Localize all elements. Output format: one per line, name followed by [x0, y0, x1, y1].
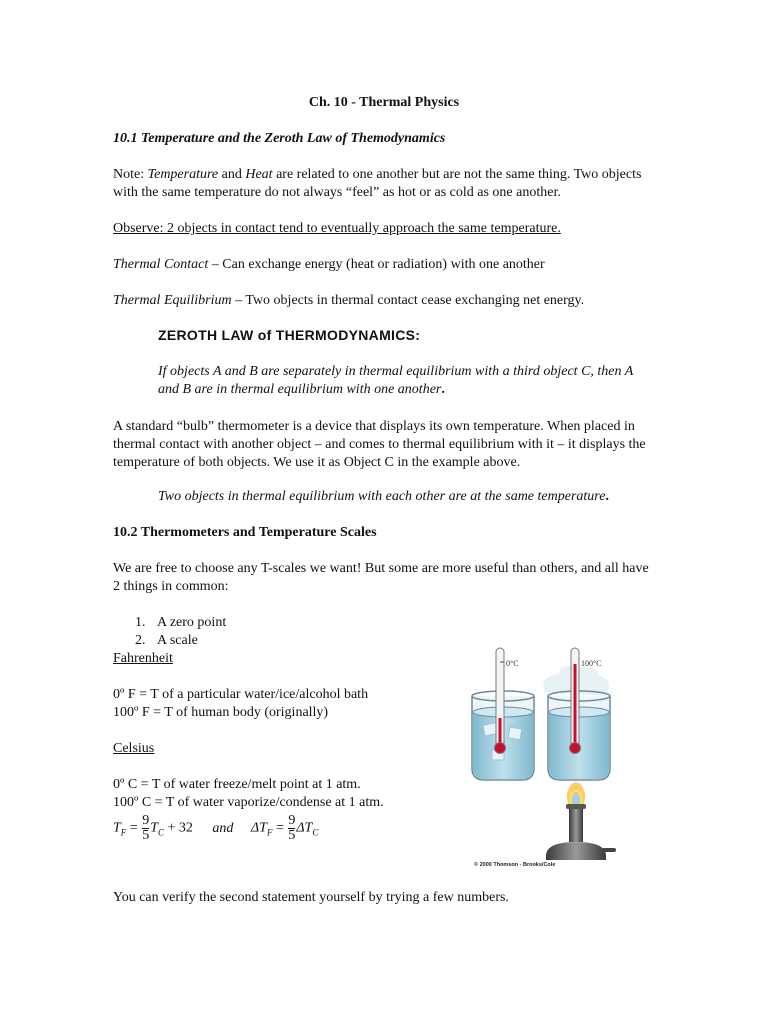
- observe-line: Observe: 2 objects in contact tend to eventually approach the same temperature.: [113, 221, 561, 236]
- note-prefix: Note:: [113, 167, 148, 182]
- note-term-heat: Heat: [245, 167, 273, 182]
- thermal-equilibrium-def: [113, 292, 653, 310]
- celsius-line-1: 0º C = T of water freeze/melt point at 1 atm.: [113, 777, 361, 792]
- fahrenheit-line-2: 100º F = T of human body (originally): [113, 705, 329, 720]
- fraction-9-5: $\frac{9}{5}$: [142, 813, 150, 843]
- right-thermometer-label: 100°C: [581, 659, 602, 668]
- verify-sentence: You can verify the second statement yourself by trying a few numbers.: [113, 890, 509, 905]
- t-scales-intro: We are free to choose any T-scales we want! But some are more useful than others, and all have 2 things in common:: [113, 561, 649, 594]
- note-and: and: [218, 167, 246, 182]
- celsius-heading: Celsius: [113, 741, 155, 756]
- note-term-temperature: Temperature: [147, 167, 219, 182]
- note-rest: are related to one another but are not the same thing. Two objects with the same temperature do not always “feel” as hot or as cold as one another.: [113, 167, 642, 200]
- zeroth-law-statement: [158, 363, 638, 399]
- page-title: Ch. 10 - Thermal Physics: [308, 95, 460, 110]
- list-item: 2. A scale: [135, 633, 198, 648]
- left-thermometer-icon: [495, 648, 506, 754]
- section-heading-10-1: 10.1 Temperature and the Zeroth Law of Themodynamics: [113, 131, 446, 146]
- bulb-thermometer-paragraph: A standard “bulb” thermometer is a device that displays its own temperature. When placed in thermal contact with another object – and comes to thermal equilibrium with it – it displays the temperature of both objects. We use it as Object C in the example above.: [113, 419, 646, 470]
- thermal-contact-term: Thermal Contact: [113, 257, 209, 272]
- zeroth-law-text: If objects A and B are separately in thermal equilibrium with a third object C, then A and B are in thermal equilibrium with one another: [158, 364, 634, 397]
- fahrenheit-line-1: 0º F = T of a particular water/ice/alcohol bath: [113, 687, 369, 702]
- figure-credit: © 2000 Thomson - Brooks/Cole: [474, 862, 556, 868]
- right-thermometer-icon: [570, 648, 581, 754]
- fahrenheit-heading: Fahrenheit: [113, 651, 173, 666]
- thermal-equilibrium-text: – Two objects in thermal contact cease exchanging net energy.: [231, 293, 585, 308]
- thermal-contact-text: – Can exchange energy (heat or radiation) with one another: [208, 257, 545, 272]
- bunsen-burner-icon: [546, 782, 616, 860]
- thermal-equilibrium-term: Thermal Equilibrium: [113, 293, 232, 308]
- zeroth-law-period: .: [441, 382, 445, 397]
- equilibrium-statement-text: Two objects in thermal equilibrium with each other are at the same temperature: [158, 489, 606, 504]
- thermal-contact-def: [113, 256, 653, 274]
- thermometer-beakers-figure: [466, 640, 622, 872]
- fraction-9-5: $\frac{9}{5}$: [288, 813, 296, 843]
- equilibrium-statement-period: .: [605, 489, 609, 504]
- left-thermometer-label: 0°C: [506, 659, 519, 668]
- list-item: 1. A zero point: [135, 615, 227, 630]
- zeroth-law-title: ZEROTH LAW of THERMODYNAMICS:: [158, 327, 421, 343]
- conversion-equation: $T_F$ = $\frac{9}{5}$ $T_C + 32$ and $\Delta T_F$ = $\frac{9}{5}$ $\Delta T_C$: [113, 813, 319, 843]
- note-paragraph: [113, 166, 653, 202]
- section-heading-10-2: 10.2 Thermometers and Temperature Scales: [113, 525, 377, 540]
- equilibrium-statement: [158, 488, 658, 506]
- celsius-line-2: 100º C = T of water vaporize/condense at 1 atm.: [113, 795, 384, 810]
